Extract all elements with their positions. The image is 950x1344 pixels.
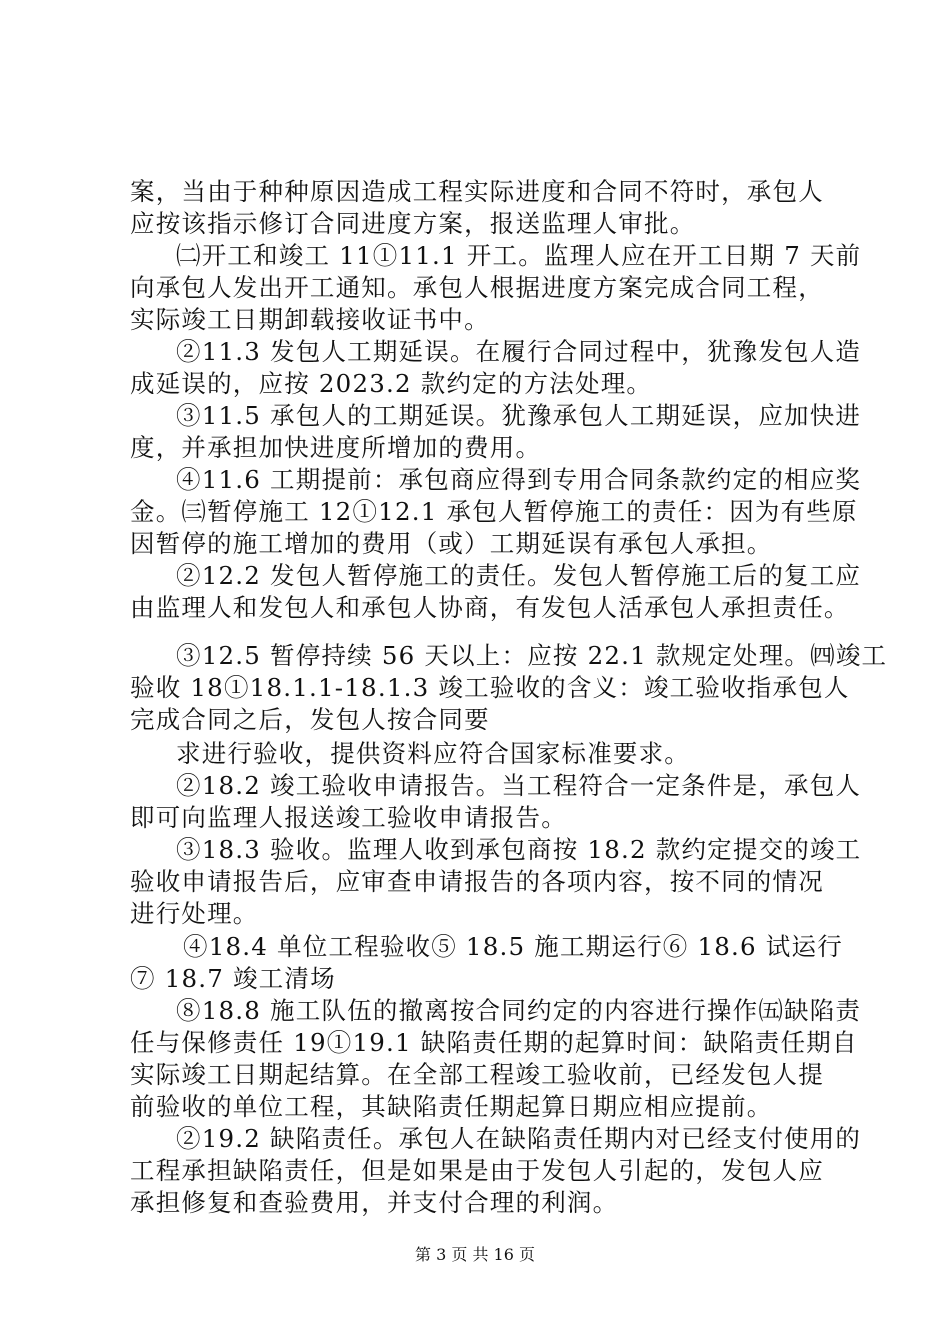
text-line: 验收申请报告后，应审查申请报告的各项内容，按不同的情况 xyxy=(130,867,824,896)
text-line: ③11.5 承包人的工期延误。犹豫承包人工期延误，应加快进 xyxy=(176,401,862,430)
text-line: ⑦ 18.7 竣工清场 xyxy=(130,964,336,993)
text-line: 案，当由于种种原因造成工程实际进度和合同不符时，承包人 xyxy=(130,177,824,206)
text-line: 进行处理。 xyxy=(130,899,259,928)
text-line: ④18.4 单位工程验收⑤ 18.5 施工期运行⑥ 18.6 试运行 xyxy=(183,932,843,961)
text-line: 应按该指示修订合同进度方案，报送监理人审批。 xyxy=(130,209,696,238)
text-line: 金。㈢暂停施工 12①12.1 承包人暂停施工的责任：因为有些原 xyxy=(130,497,858,526)
text-line: ②11.3 发包人工期延误。在履行合同过程中，犹豫发包人造 xyxy=(176,337,862,366)
text-line: 承担修复和查验费用，并支付合理的利润。 xyxy=(130,1188,619,1217)
text-line: 向承包人发出开工通知。承包人根据进度方案完成合同工程， xyxy=(130,273,824,302)
text-line: ②12.2 发包人暂停施工的责任。发包人暂停施工后的复工应 xyxy=(176,561,862,590)
text-line: 求进行验收，提供资料应符合国家标准要求。 xyxy=(176,739,690,768)
text-line: ③12.5 暂停持续 56 天以上：应按 22.1 款规定处理。㈣竣工 xyxy=(176,641,888,670)
text-line: ④11.6 工期提前：承包商应得到专用合同条款约定的相应奖 xyxy=(176,465,862,494)
text-line: 实际竣工日期卸载接收证书中。 xyxy=(130,305,490,334)
text-line: 度，并承担加快进度所增加的费用。 xyxy=(130,433,542,462)
text-line: ③18.3 验收。监理人收到承包商按 18.2 款约定提交的竣工 xyxy=(176,835,862,864)
text-line: 验收 18①18.1.1-18.1.3 竣工验收的含义：竣工验收指承包人 xyxy=(130,673,850,702)
text-line: ②19.2 缺陷责任。承包人在缺陷责任期内对已经支付使用的 xyxy=(176,1124,862,1153)
text-line: ②18.2 竣工验收申请报告。当工程符合一定条件是，承包人 xyxy=(176,771,862,800)
text-line: 因暂停的施工增加的费用（或）工期延误有承包人承担。 xyxy=(130,529,773,558)
page-number-footer: 第 3 页 共 16 页 xyxy=(415,1245,535,1264)
text-line: 工程承担缺陷责任，但是如果是由于发包人引起的，发包人应 xyxy=(130,1156,824,1185)
text-line: 前验收的单位工程，其缺陷责任期起算日期应相应提前。 xyxy=(130,1092,773,1121)
text-line: 实际竣工日期起结算。在全部工程竣工验收前，已经发包人提 xyxy=(130,1060,824,1089)
text-line: 成延误的，应按 2023.2 款约定的方法处理。 xyxy=(130,369,653,398)
text-line: 任与保修责任 19①19.1 缺陷责任期的起算时间：缺陷责任期自 xyxy=(130,1028,858,1057)
text-line: ⑧18.8 施工队伍的撤离按合同约定的内容进行操作㈤缺陷责 xyxy=(176,996,862,1025)
text-line: 完成合同之后，发包人按合同要 xyxy=(130,705,490,734)
text-line: 即可向监理人报送竣工验收申请报告。 xyxy=(130,803,567,832)
text-line: 由监理人和发包人和承包人协商，有发包人活承包人承担责任。 xyxy=(130,593,850,622)
text-line: ㈡开工和竣工 11①11.1 开工。监理人应在开工日期 7 天前 xyxy=(176,241,862,270)
